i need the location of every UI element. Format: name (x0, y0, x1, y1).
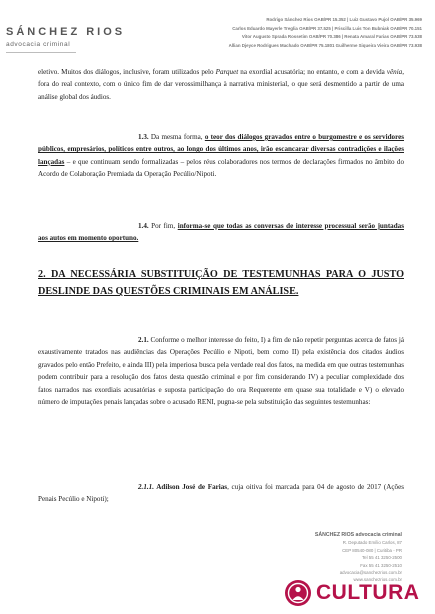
paragraph-text: Por fim, (148, 222, 178, 230)
paragraph-text: , fora do real contexto, com o único fim de dar verossimilhança à narrativa ministerial, o que será desmentido a partir de uma análise global dos áudios. (38, 68, 405, 101)
paragraph-italic-term: Parquet (215, 68, 239, 76)
paragraph-text: eletivo. Muitos dos diálogos, inclusive, foram utilizados pelo (38, 68, 216, 76)
footer-line: www.sanchezrios.com.br (353, 577, 402, 583)
footer-line: Fax 55 41 3250-2510 (360, 562, 402, 568)
section-heading: 2. DA NECESSÁRIA SUBSTITUIÇÃO DE TESTEMUNHAS PARA O JUSTO DESLINDE DAS QUESTÕES CRIMINAIS EM ANÁLISE. (38, 269, 404, 297)
footer-line: R. Deputado Emílio Carlos, 87 (342, 540, 402, 546)
paragraph-number: 2.1. (138, 336, 149, 344)
paragraph-text: – e que continuam sendo formalizadas – pelos réus colaboradores nos termos de declarações firmados no âmbito do Acordo de Colaboração Premiada da Operação Pecúlio/Nipoti. (38, 157, 404, 179)
firm-logo-name: SÁNCHEZ RIOS (6, 26, 126, 38)
footer-address (276, 532, 402, 584)
paragraph-italic-term: vênia (386, 68, 403, 76)
paragraph-1-4 (38, 220, 404, 245)
lawyers-line: Rodrigo Sánchez Rios OAB/PR 15.352 | Luiz Gustavo Pujol OAB/PR 35.969 (266, 17, 422, 22)
paragraph-text: , cuja oitiva foi marcada para 04 de agosto de 2017 (Ações Penais Pecúlio e Nipoti); (38, 483, 404, 504)
logo-divider (6, 52, 76, 53)
paragraph-text: na exordial acusatória; no entanto, e com a devida (238, 68, 387, 76)
cultura-logo-icon (284, 579, 312, 607)
footer-line: CEP 80540-080 | Curitiba - PR (342, 547, 402, 553)
footer-firm-name: SÁNCHEZ RIOS advocacia criminal (314, 532, 402, 538)
footer-line: advocacia@sanchezrios.com.br (339, 570, 402, 576)
paragraph-1 (38, 66, 404, 103)
firm-logo-subtitle: advocacia criminal (6, 41, 71, 48)
paragraph-emphasis: informa-se que todas as conversas de interesse processual serão juntadas aos autos em momento oportuno. (38, 222, 404, 243)
lawyers-line: Vitor Augusto Sprada Rossetim OAB/PR 70.386 | Renata Amaral Farias OAB/PR 73.538 (241, 34, 422, 39)
lawyers-line: Carlos Eduardo Mayerle Treglia OAB/PR 37.525 | Priscilla Luis Ton Bubniak OAB/PR 70.151 (232, 25, 422, 31)
paragraph-2-1 (38, 334, 404, 408)
cultura-watermark (284, 580, 419, 606)
paragraph-emphasis: o teor dos diálogos gravados entre o burgomestre e os servidores públicos, empresários, políticos entre outros, ao longo dos últimos anos, irão escancarar diversas contradições e ilações lançadas (38, 133, 404, 166)
paragraph-text: Da mesma forma, (148, 133, 205, 141)
paragraph-2-1-1 (38, 481, 404, 506)
lawyers-line: Allian Djeyce Rodrigues Machado OAB/PR 75.1801 Guilherme Siqueira Vieira OAB/PR 73.938 (228, 42, 422, 48)
paragraph-number: 2.1.1. (138, 483, 154, 491)
footer-line: Tel 55 41 3250-2500 (361, 555, 402, 561)
witness-name: Adilson José de Farias (153, 483, 228, 491)
paragraph-number: 1.4. (138, 222, 149, 230)
paragraph-text: Conforme o melhor interesse do feito, I) a fim de não repetir perguntas acerca de fatos já exaustivamente tratados nas audiências das Operações Pecúlio e Nipoti, bem como II) pela existência dos citados áudios gravados pelo então Prefeito, e ainda III) pela imperiosa busca pela verdade real dos fatos, na medida em que outras testemunhas podem contribuir para a resolução dos fatos desta questão criminal e por fim considerando IV) a peculiar complexidade dos fatos narrados nas exordiais acusatórias e suposta participação do ora Requerente em quase sua totalidade e V) o elevado número de imputações penais lançadas sobre o acusado RENI, pugna-se pela substituição das seguintes testemunhas: (38, 336, 404, 407)
paragraph-number: 1.3. (138, 133, 149, 141)
lawyers-list (200, 16, 422, 50)
paragraph-1-3 (38, 131, 404, 181)
cultura-watermark-text: CULTURA (316, 581, 420, 604)
